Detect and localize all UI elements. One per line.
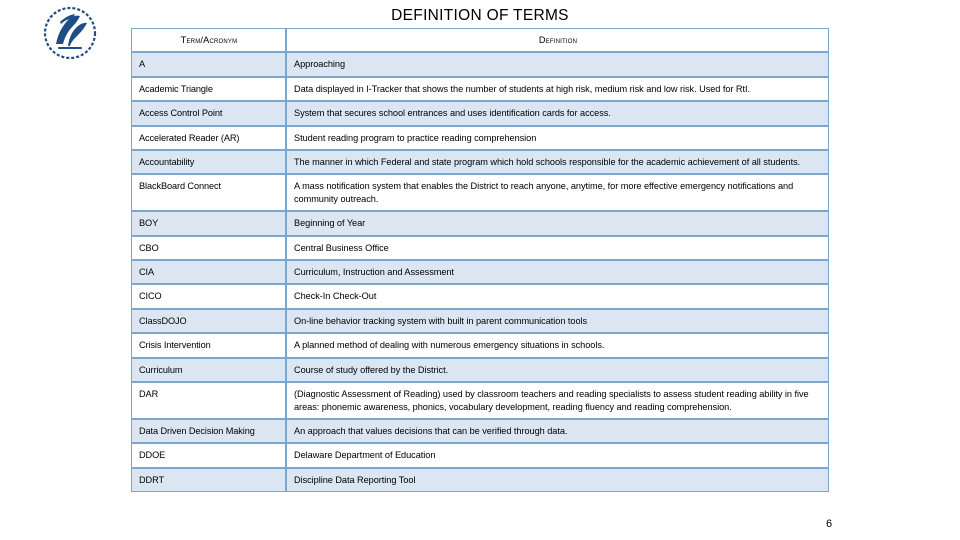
table-row	[131, 52, 829, 76]
table-row	[131, 419, 829, 443]
table-row	[131, 309, 829, 333]
page-number: 6	[826, 518, 833, 530]
definition-cell: An approach that values decisions that can be verified through data.	[286, 419, 829, 443]
term-cell: Accelerated Reader (AR)	[131, 126, 286, 150]
term-cell: Curriculum	[131, 358, 286, 382]
table-row	[131, 101, 829, 125]
term-cell: DAR	[131, 382, 286, 419]
table-row	[131, 211, 829, 235]
term-cell: BOY	[131, 211, 286, 235]
column-header-definition: Definition	[286, 28, 829, 52]
term-cell: CBO	[131, 236, 286, 260]
table-row	[131, 77, 829, 101]
definition-cell: Central Business Office	[286, 236, 829, 260]
definition-cell: Check-In Check-Out	[286, 284, 829, 308]
term-cell: Crisis Intervention	[131, 333, 286, 357]
definition-cell: A planned method of dealing with numerous emergency situations in schools.	[286, 333, 829, 357]
definition-cell: (Diagnostic Assessment of Reading) used by classroom teachers and reading specialists to assess student reading ability in five areas: phonemic awareness, phonics, vocabulary development, reading fluency and reading comprehension.	[286, 382, 829, 419]
table-row	[131, 260, 829, 284]
table-row	[131, 284, 829, 308]
table-row	[131, 236, 829, 260]
term-cell: A	[131, 52, 286, 76]
definition-cell: System that secures school entrances and uses identification cards for access.	[286, 101, 829, 125]
table-row	[131, 358, 829, 382]
page-title: DEFINITION OF TERMS	[391, 7, 569, 24]
definition-cell: Approaching	[286, 52, 829, 76]
table-row	[131, 333, 829, 357]
term-cell: CICO	[131, 284, 286, 308]
term-cell: BlackBoard Connect	[131, 174, 286, 211]
definition-cell: Delaware Department of Education	[286, 443, 829, 467]
definition-cell: Discipline Data Reporting Tool	[286, 468, 829, 492]
table-body	[131, 52, 829, 492]
term-cell: Access Control Point	[131, 101, 286, 125]
column-header-term-acronym: Term/Acronym	[131, 28, 286, 52]
term-cell: CIA	[131, 260, 286, 284]
term-cell: DDRT	[131, 468, 286, 492]
table-row	[131, 174, 829, 211]
definition-cell: The manner in which Federal and state program which hold schools responsible for the academic achievement of all students.	[286, 150, 829, 174]
table-row	[131, 126, 829, 150]
header-row	[131, 28, 829, 52]
table-row	[131, 382, 829, 419]
table-row	[131, 443, 829, 467]
term-cell: Data Driven Decision Making	[131, 419, 286, 443]
table-row	[131, 468, 829, 492]
definition-cell: Curriculum, Instruction and Assessment	[286, 260, 829, 284]
definition-cell: Beginning of Year	[286, 211, 829, 235]
definition-cell: Course of study offered by the District.	[286, 358, 829, 382]
district-logo	[38, 4, 102, 62]
definition-cell: On-line behavior tracking system with built in parent communication tools	[286, 309, 829, 333]
definition-cell: A mass notification system that enables the District to reach anyone, anytime, for more effective emergency notifications and community outreach.	[286, 174, 829, 211]
table-row	[131, 150, 829, 174]
definition-cell: Data displayed in I-Tracker that shows the number of students at high risk, medium risk and low risk. Used for RtI.	[286, 77, 829, 101]
term-cell: DDOE	[131, 443, 286, 467]
term-cell: Accountability	[131, 150, 286, 174]
definition-of-terms-table	[131, 28, 829, 492]
term-cell: Academic Triangle	[131, 77, 286, 101]
definition-cell: Student reading program to practice reading comprehension	[286, 126, 829, 150]
table-header	[131, 28, 829, 52]
title-area	[132, 7, 828, 24]
term-cell: ClassDOJO	[131, 309, 286, 333]
